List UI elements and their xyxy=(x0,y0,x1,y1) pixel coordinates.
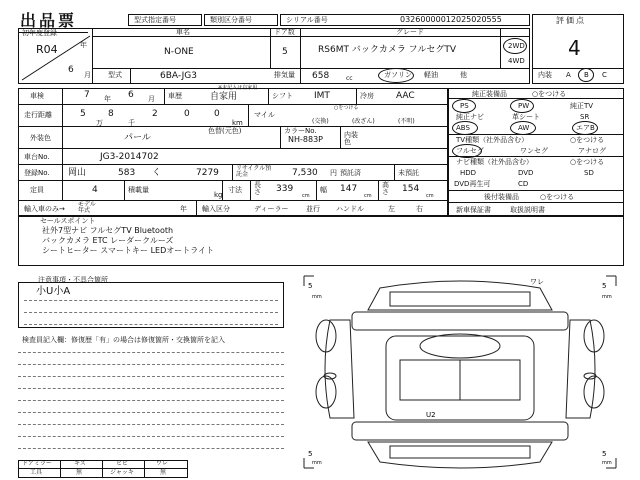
unpaid-label: 未預託 xyxy=(398,169,419,177)
navi-note: ○をつける xyxy=(570,158,605,166)
grade-field-value: RS6MT バックカメラ フルセグTV xyxy=(318,45,456,55)
notes-label: 注意事項・不具合箇所 xyxy=(38,276,108,284)
genuine-tv: 純正TV xyxy=(570,102,594,110)
chassis-value: JG3-2014702 xyxy=(100,152,159,162)
legend-v3: ジャッキ xyxy=(110,469,134,476)
recycle-status: 預託済 xyxy=(340,169,361,177)
width-value: 147 xyxy=(340,184,358,194)
genuine-pw-circle xyxy=(510,99,534,113)
registration-kana: く xyxy=(152,168,162,178)
grade-score: 4 xyxy=(568,36,581,60)
mileage-digit-5: 0 xyxy=(214,109,220,119)
meter-exchange: (交換) xyxy=(312,118,329,125)
doors-label: ドア数 xyxy=(274,28,295,36)
genuine-aw-circle xyxy=(510,121,536,135)
diagram-top-right-unit: mm xyxy=(602,294,612,300)
inspection-year-unit: 年 xyxy=(104,95,111,103)
class-number-label: 類別区分番号 xyxy=(210,16,252,24)
diagram-label-u2: U2 xyxy=(426,411,436,419)
height-unit: cm xyxy=(426,193,434,199)
length-unit: cm xyxy=(302,193,310,199)
dvd-value: CD xyxy=(518,180,529,188)
diagram-label-ware: ワレ xyxy=(530,278,544,286)
interior-color-label: 内装色 xyxy=(344,131,358,146)
handle-left: 左 xyxy=(388,205,395,213)
main-table xyxy=(18,85,448,216)
legend-v2: 無 xyxy=(76,469,83,476)
capacity-label: 定員 xyxy=(30,186,44,194)
dvd-label: DVD再生可 xyxy=(454,180,491,188)
meter-note: ○をつける xyxy=(334,105,359,111)
legend-h4: ワレ xyxy=(156,460,169,467)
drive-2wd-circle xyxy=(503,38,527,54)
sales-line-1: 社外7型ナビ フルセグTV Bluetooth xyxy=(42,226,174,235)
legend-v4: 無 xyxy=(160,469,167,476)
shift-label: シフト xyxy=(272,92,293,100)
history-value: 自家用 xyxy=(210,92,238,102)
genuine-aw: AW xyxy=(518,124,530,132)
tv-fullseg: フルセグ xyxy=(456,147,484,155)
diagram-top-left: 5 xyxy=(308,282,313,290)
genuine-airbag-circle xyxy=(572,121,598,135)
inspection-month-unit: 月 xyxy=(148,95,155,103)
genuine-note: ○をつける xyxy=(532,90,567,98)
first-reg-label: 初年度登録 xyxy=(22,29,57,37)
handle-right: 右 xyxy=(416,205,423,213)
cc-label: 排気量 xyxy=(274,71,295,79)
mileage-digit-2: 8 xyxy=(108,109,114,119)
meter-tampered: (改ざん) xyxy=(352,118,375,125)
page-title: 出品票 xyxy=(20,11,78,30)
import-dealer: ディーラー xyxy=(254,205,289,213)
tv-analog: アナログ xyxy=(578,147,606,155)
tv-oneseg: ワンセグ xyxy=(520,147,548,155)
serial-label: シリアル番号 xyxy=(286,16,328,24)
meter-unknown: (不明) xyxy=(398,118,415,125)
grade-field-label: グレード xyxy=(396,28,424,36)
color-value: パール xyxy=(124,133,151,143)
model-year-unit: 年 xyxy=(180,205,187,213)
fuel-other: 他 xyxy=(460,71,467,79)
cc-unit: cc xyxy=(346,75,353,82)
import-class-label: 輸入区分 xyxy=(202,205,230,213)
genuine-leather: 革シート xyxy=(512,113,540,121)
mileage-unit-man: 万 xyxy=(96,119,103,127)
legend-h3: ヒビ xyxy=(116,460,129,467)
ac-value: AAC xyxy=(396,91,415,101)
history-note: ※未記入は自家用 xyxy=(218,85,258,91)
registration-label: 登録No. xyxy=(24,169,50,177)
grade-divider xyxy=(532,68,624,69)
recycle-value: 7,530 xyxy=(292,168,318,178)
genuine-navi: 純正ナビ xyxy=(456,113,484,121)
sales-line-3: シートヒーター スマートキー LEDオートライト xyxy=(42,246,215,255)
height-label: 高さ xyxy=(382,181,389,196)
doors-value: 5 xyxy=(282,47,288,57)
color-change-label: 色替(元色) xyxy=(208,127,242,135)
capacity-value: 4 xyxy=(92,185,98,195)
diagram-top-right: 5 xyxy=(602,282,607,290)
model-year-label: モデル年式 xyxy=(78,201,96,214)
load-unit: kg xyxy=(214,191,223,199)
cc-value: 658 xyxy=(312,71,330,81)
genuine-abs: ABS xyxy=(456,124,470,132)
length-label: 長さ xyxy=(254,181,261,196)
sales-label: セールスポイント xyxy=(40,217,96,225)
mileage-unit-thousand: 千 xyxy=(128,119,135,127)
mileage-label: 走行距離 xyxy=(24,111,52,119)
grade-label: 評価点 xyxy=(556,16,586,25)
interior-b: B xyxy=(584,71,589,79)
navi-sd: SD xyxy=(584,169,594,177)
import-only-label: 輸入車のみ→ xyxy=(24,205,65,213)
car-diagram xyxy=(290,268,630,478)
notes-handwritten: 小U小A xyxy=(36,286,71,297)
genuine-ps-circle xyxy=(452,99,476,113)
width-label: 幅 xyxy=(320,186,327,194)
color-code-label: カラーNo. xyxy=(284,127,317,135)
load-label: 積載量 xyxy=(128,186,149,194)
inspection-label: 車検 xyxy=(30,92,44,100)
interior-c: C xyxy=(602,71,607,79)
navi-label: ナビ種類（社外品含む） xyxy=(456,158,533,166)
name-label: 車名 xyxy=(176,28,190,36)
navi-hdd: HDD xyxy=(460,169,477,177)
legend-h1: ドアミラー xyxy=(22,460,52,467)
genuine-sr: SR xyxy=(580,113,590,121)
length-value: 339 xyxy=(276,184,294,194)
color-label: 外装色 xyxy=(30,134,51,142)
first-reg-slash xyxy=(20,34,92,82)
name-value: N-ONE xyxy=(164,47,194,57)
shift-value: IMT xyxy=(314,91,330,101)
registration-class: 583 xyxy=(118,168,136,178)
size-label: 寸法 xyxy=(228,186,242,194)
type-number-label: 型式指定番号 xyxy=(134,16,176,24)
registration-region: 岡山 xyxy=(68,168,87,178)
fuel-gasoline: ガソリン xyxy=(384,71,412,79)
diagram-bottom-left: 5 xyxy=(308,450,313,458)
chassis-label: 車台No. xyxy=(24,153,50,161)
genuine-abs-circle xyxy=(452,121,478,135)
rear-note: ○をつける xyxy=(540,193,575,201)
import-parallel: 並行 xyxy=(306,205,320,213)
history-label: 車歴 xyxy=(168,92,182,100)
sales-line-2: バックカメラ ETC レーダークルーズ xyxy=(42,236,174,245)
width-unit: cm xyxy=(364,193,372,199)
diagram-top-left-unit: mm xyxy=(312,294,322,300)
fuel-diesel: 軽油 xyxy=(424,71,438,79)
diagram-bottom-right: 5 xyxy=(602,450,607,458)
color-code-value: NH-883P xyxy=(288,135,323,144)
ac-label: 冷房 xyxy=(360,92,374,100)
first-reg-value: R04 xyxy=(36,43,58,56)
drive-2wd: 2WD xyxy=(508,42,525,50)
first-reg-year-unit: 年 xyxy=(80,41,87,49)
mileage-digit-3: 2 xyxy=(152,109,158,119)
legend-h2: キズ xyxy=(74,460,86,467)
genuine-ps: PS xyxy=(460,102,469,110)
rear-warranty: 新車保証書 xyxy=(456,206,491,214)
first-reg-month: 6 xyxy=(68,65,74,75)
tv-label: TV種類（社外品含む） xyxy=(456,136,529,144)
height-value: 154 xyxy=(402,184,420,194)
genuine-label: 純正装備品 xyxy=(472,90,507,98)
recycle-unit: 円 xyxy=(330,169,337,177)
navi-dvd: DVD xyxy=(518,169,534,177)
mileage-digit-1: 5 xyxy=(80,109,86,119)
rear-label: 後付装備品 xyxy=(484,193,519,201)
rear-manual: 取扱説明書 xyxy=(510,206,545,214)
inspection-month: 6 xyxy=(128,90,134,100)
mileage-unit-km: km xyxy=(232,119,243,127)
inspector-label: 検査員記入欄：修復歴「有」の場合は修復箇所・交換箇所を記入 xyxy=(22,336,225,344)
tv-note: ○をつける xyxy=(570,136,605,144)
recycle-label: リサイクル預託金 xyxy=(236,165,272,178)
meter-label: マイル xyxy=(254,111,275,119)
diagram-bottom-right-unit: mm xyxy=(602,460,612,466)
serial-number: 03260000012025020555 xyxy=(400,15,502,24)
fuel-gasoline-circle xyxy=(378,68,414,83)
genuine-pw: PW xyxy=(518,102,530,110)
first-reg-month-unit: 月 xyxy=(84,71,91,79)
interior-a: A xyxy=(566,71,571,79)
interior-b-circle xyxy=(578,68,594,82)
diagram-bottom-left-unit: mm xyxy=(312,460,322,466)
inspection-year: 7 xyxy=(84,90,90,100)
model-label: 型式 xyxy=(108,71,122,79)
drive-4wd: 4WD xyxy=(508,57,525,65)
genuine-airbag: エアB xyxy=(576,124,595,132)
mileage-digit-4: 0 xyxy=(184,109,190,119)
registration-number: 7279 xyxy=(196,168,219,178)
legend-v1: 工具 xyxy=(30,469,43,476)
model-value: 6BA-JG3 xyxy=(160,71,197,81)
interior-label: 内装 xyxy=(538,71,552,79)
handle-label: ハンドル xyxy=(336,205,364,213)
